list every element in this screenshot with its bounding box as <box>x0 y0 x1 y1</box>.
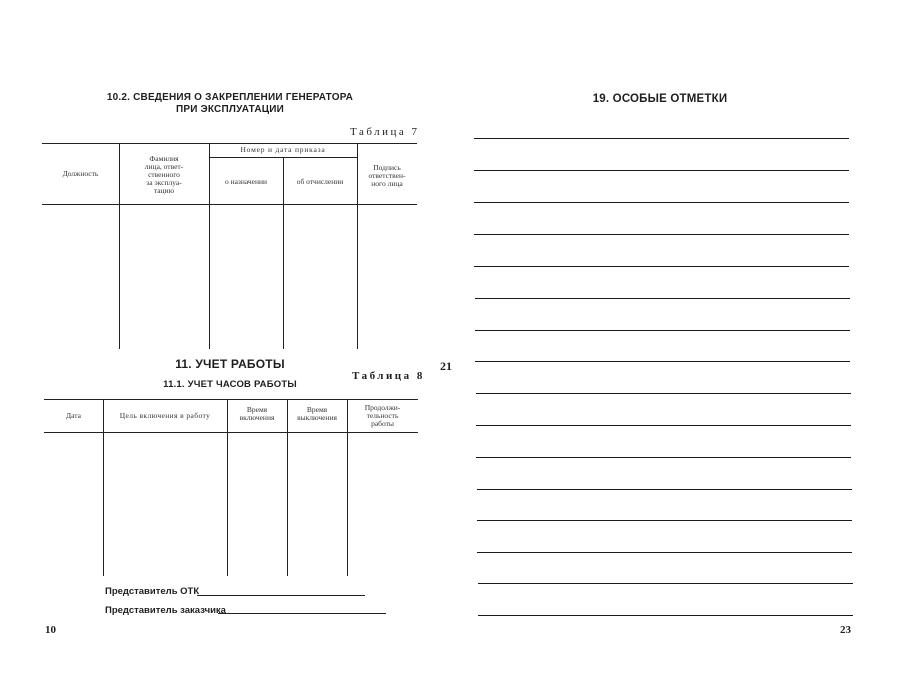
customer-signature-line[interactable] <box>218 613 386 614</box>
note-line[interactable] <box>474 138 849 139</box>
col-duration-line: работы <box>371 419 394 428</box>
col-time-on-line: включения <box>239 413 275 422</box>
col-name-line: ственного <box>148 170 180 179</box>
col-signature-line: Подпись <box>373 163 401 172</box>
col-duration-header <box>347 404 418 428</box>
note-line[interactable] <box>477 552 852 553</box>
table-8-label: Таблица 8 <box>352 370 425 382</box>
note-line[interactable] <box>476 393 851 394</box>
note-line[interactable] <box>475 330 850 331</box>
section-19-title: 19. ОСОБЫЕ ОТМЕТКИ <box>592 93 728 105</box>
section-10-2-title-line2: ПРИ ЭКСПЛУАТАЦИИ <box>175 104 285 115</box>
section-11-title: 11. УЧЕТ РАБОТЫ <box>175 357 285 371</box>
note-line[interactable] <box>476 457 851 458</box>
col-name-line: тацию <box>153 186 175 195</box>
col-position-header: Должность <box>62 169 99 178</box>
col-date-header: Дата <box>66 411 81 420</box>
col-on-assign-header: о назначении <box>224 177 268 186</box>
col-signature-line: ответствен- <box>368 171 406 180</box>
col-time-on-line: Время <box>246 405 268 414</box>
col-duration-line: Продолжи- <box>364 403 401 412</box>
note-line[interactable] <box>475 361 850 362</box>
col-responsible-name-header <box>119 155 209 195</box>
col-time-off-line: Время <box>306 405 328 414</box>
col-signature-header <box>357 164 417 188</box>
col-name-line: за эксплуа- <box>146 178 182 187</box>
note-line[interactable] <box>475 298 850 299</box>
note-line[interactable] <box>478 615 853 616</box>
col-time-off-line: выключения <box>297 413 337 422</box>
col-on-dismiss-header: об отчислении <box>296 177 344 186</box>
customer-representative-label: Представитель заказчика <box>105 605 226 616</box>
col-order-group-header: Номер и дата приказа <box>240 145 326 154</box>
note-line[interactable] <box>478 583 853 584</box>
section-11-1-subtitle: 11.1. УЧЕТ ЧАСОВ РАБОТЫ <box>163 379 297 390</box>
note-line[interactable] <box>476 425 851 426</box>
note-line[interactable] <box>477 489 852 490</box>
col-name-line: Фамилия <box>149 154 179 163</box>
section-10-2-title <box>95 92 365 116</box>
note-line[interactable] <box>474 202 849 203</box>
note-line[interactable] <box>474 170 849 171</box>
section-10-2-title-line1: 10.2. СВЕДЕНИЯ О ЗАКРЕПЛЕНИИ ГЕНЕРАТОРА <box>106 92 354 103</box>
col-signature-line: ного лица <box>371 179 403 188</box>
col-duration-line: тельность <box>366 411 399 420</box>
col-purpose-header: Цель включения в работу <box>119 411 211 420</box>
otk-representative-label: Представитель ОТК <box>105 586 200 597</box>
col-time-off-header <box>287 406 347 422</box>
note-line[interactable] <box>474 266 849 267</box>
note-line[interactable] <box>477 520 852 521</box>
otk-signature-line[interactable] <box>197 595 365 596</box>
table-7-label: Таблица 7 <box>350 126 420 138</box>
gutter-page-number: 21 <box>440 359 452 373</box>
col-time-on-header <box>227 406 287 422</box>
note-line[interactable] <box>474 234 849 235</box>
right-page-number: 23 <box>840 624 851 636</box>
col-name-line: лица, ответ- <box>144 162 184 171</box>
left-page-number: 10 <box>45 624 56 636</box>
